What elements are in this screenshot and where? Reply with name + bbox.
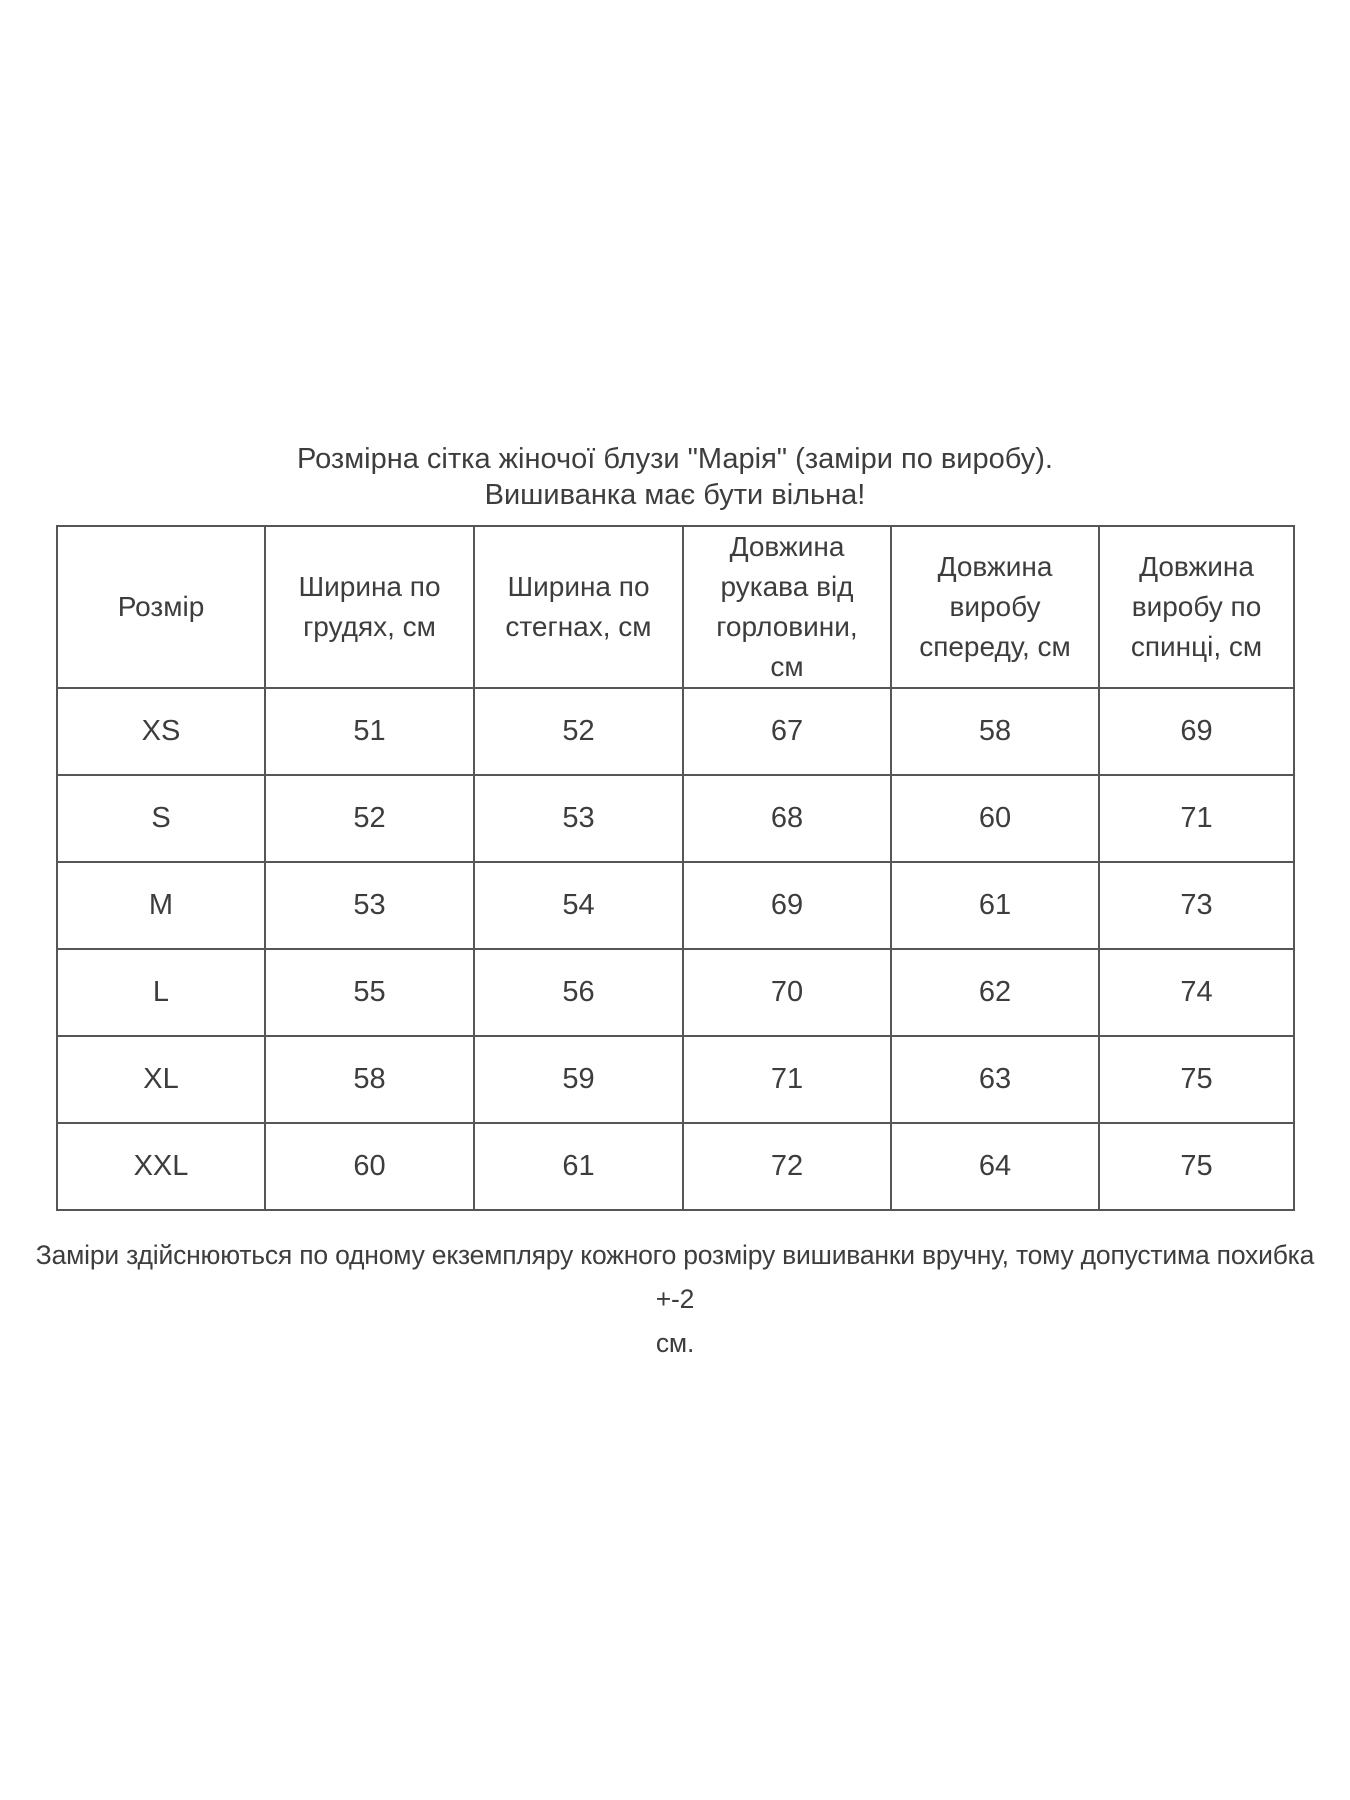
size-label: XXL — [57, 1123, 265, 1210]
table-cell: 74 — [1099, 949, 1294, 1036]
table-cell: 71 — [683, 1036, 891, 1123]
header-cell-sleeve-length: Довжина рукава від горловини, см — [683, 526, 891, 688]
table-cell: 58 — [891, 688, 1099, 775]
footnote — [29, 1233, 1321, 1365]
table-cell: 63 — [891, 1036, 1099, 1123]
table-cell: 52 — [474, 688, 683, 775]
table-cell: 58 — [265, 1036, 474, 1123]
table-row-l — [57, 949, 1294, 1036]
table-cell: 51 — [265, 688, 474, 775]
page-title — [0, 441, 1350, 513]
size-chart-table — [56, 525, 1295, 1211]
table-cell: 69 — [1099, 688, 1294, 775]
table-cell: 56 — [474, 949, 683, 1036]
table-cell: 55 — [265, 949, 474, 1036]
table-cell: 68 — [683, 775, 891, 862]
table-cell: 75 — [1099, 1036, 1294, 1123]
footnote-line2: см. — [655, 1328, 695, 1358]
table-cell: 60 — [265, 1123, 474, 1210]
size-label: L — [57, 949, 265, 1036]
table-cell: 67 — [683, 688, 891, 775]
table-cell: 69 — [683, 862, 891, 949]
table-cell: 72 — [683, 1123, 891, 1210]
size-label: M — [57, 862, 265, 949]
table-cell: 70 — [683, 949, 891, 1036]
table-cell: 62 — [891, 949, 1099, 1036]
table-cell: 54 — [474, 862, 683, 949]
table-row-m — [57, 862, 1294, 949]
size-label: XL — [57, 1036, 265, 1123]
table-cell: 71 — [1099, 775, 1294, 862]
table-cell: 61 — [891, 862, 1099, 949]
header-cell-hip-width: Ширина по стегнах, см — [474, 526, 683, 688]
table-row-s — [57, 775, 1294, 862]
table-cell: 64 — [891, 1123, 1099, 1210]
header-row — [57, 526, 1294, 688]
table-cell: 52 — [265, 775, 474, 862]
table-cell: 75 — [1099, 1123, 1294, 1210]
size-label: XS — [57, 688, 265, 775]
footnote-line1: Заміри здійснюються по одному екземпляру кожного розміру вишиванки вручну, тому допустима похибка +-2 — [35, 1240, 1315, 1314]
header-cell-size: Розмір — [57, 526, 265, 688]
table-cell: 53 — [474, 775, 683, 862]
header-cell-front-length: Довжина виробу спереду, см — [891, 526, 1099, 688]
size-label: S — [57, 775, 265, 862]
table-cell: 60 — [891, 775, 1099, 862]
table-cell: 59 — [474, 1036, 683, 1123]
header-cell-back-length: Довжина виробу по спинці, см — [1099, 526, 1294, 688]
table-row-xxl — [57, 1123, 1294, 1210]
table-cell: 73 — [1099, 862, 1294, 949]
page-title-line1: Розмірна сітка жіночої блузи "Марія" (заміри по виробу). — [297, 443, 1053, 475]
table-cell: 53 — [265, 862, 474, 949]
table-row-xs — [57, 688, 1294, 775]
page-title-line2: Вишиванка має бути вільна! — [484, 479, 866, 511]
table-row-xl — [57, 1036, 1294, 1123]
header-cell-chest-width: Ширина по грудях, см — [265, 526, 474, 688]
table-cell: 61 — [474, 1123, 683, 1210]
